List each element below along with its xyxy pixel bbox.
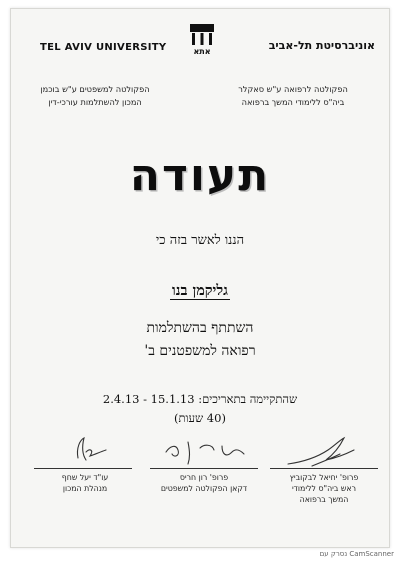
signatory-left: [40, 472, 130, 494]
signatory-right-title-1: ראש ביה"ס ללימודי: [291, 484, 357, 493]
certificate-title: תעודה: [129, 150, 271, 201]
signature-line-right: [270, 468, 378, 469]
law-institute-name: המכון להשתלמות עורכי-דין: [48, 97, 142, 107]
signature-middle-image: [160, 430, 250, 468]
signature-line-left: [34, 468, 132, 469]
signature-left-image: [60, 430, 120, 468]
recipient-name: גליקמן בנו: [172, 282, 228, 299]
law-faculty-block: [30, 83, 160, 109]
law-faculty-name: הפקולטה למשפטים ע"ש בוכמן: [40, 84, 150, 94]
hereby-statement: הננו לאשר בזה כי: [155, 233, 245, 248]
participation-statement: השתתף בהשתלמות: [146, 320, 254, 336]
signatory-right-name: פרופ' יחיאל לבקוביץ: [289, 473, 359, 482]
emblem-letters: אתא: [193, 47, 211, 56]
signatory-left-title: מנהלת המכון: [62, 484, 108, 493]
signatory-left-name: עו"ד יעל שחף: [61, 473, 109, 482]
medicine-faculty-name: הפקולטה לרפואה ע"ש סאקלר: [238, 84, 348, 94]
university-emblem-icon: [188, 22, 216, 56]
course-hours: (40 שעות): [174, 411, 226, 425]
signature-line-middle: [150, 468, 258, 469]
signatory-middle: [152, 472, 256, 494]
university-name-english: TEL AVIV UNIVERSITY: [40, 42, 167, 53]
signatory-right-title-2: המשך ברפואה: [299, 495, 349, 504]
university-name-hebrew: אוניברסיטת תל-אביב: [268, 39, 375, 52]
signatory-middle-name: פרופ' רון חריס: [179, 473, 229, 482]
continuing-education-school-name: ביה"ס ללימודי המשך ברפואה: [241, 97, 345, 107]
medicine-faculty-block: [218, 83, 368, 109]
signatory-right: [272, 472, 376, 505]
signatory-middle-title: דקאן הפקולטה למשפטים: [160, 484, 248, 493]
recipient-name-row: [0, 282, 400, 300]
signature-right-image: [282, 432, 362, 472]
scanner-watermark: נסרק עם CamScanner: [319, 550, 394, 558]
course-name: רפואה למשפטנים ב': [144, 343, 256, 359]
course-dates: שהתקיימה בתאריכים: 15.1.13 - 2.4.13: [102, 392, 298, 406]
